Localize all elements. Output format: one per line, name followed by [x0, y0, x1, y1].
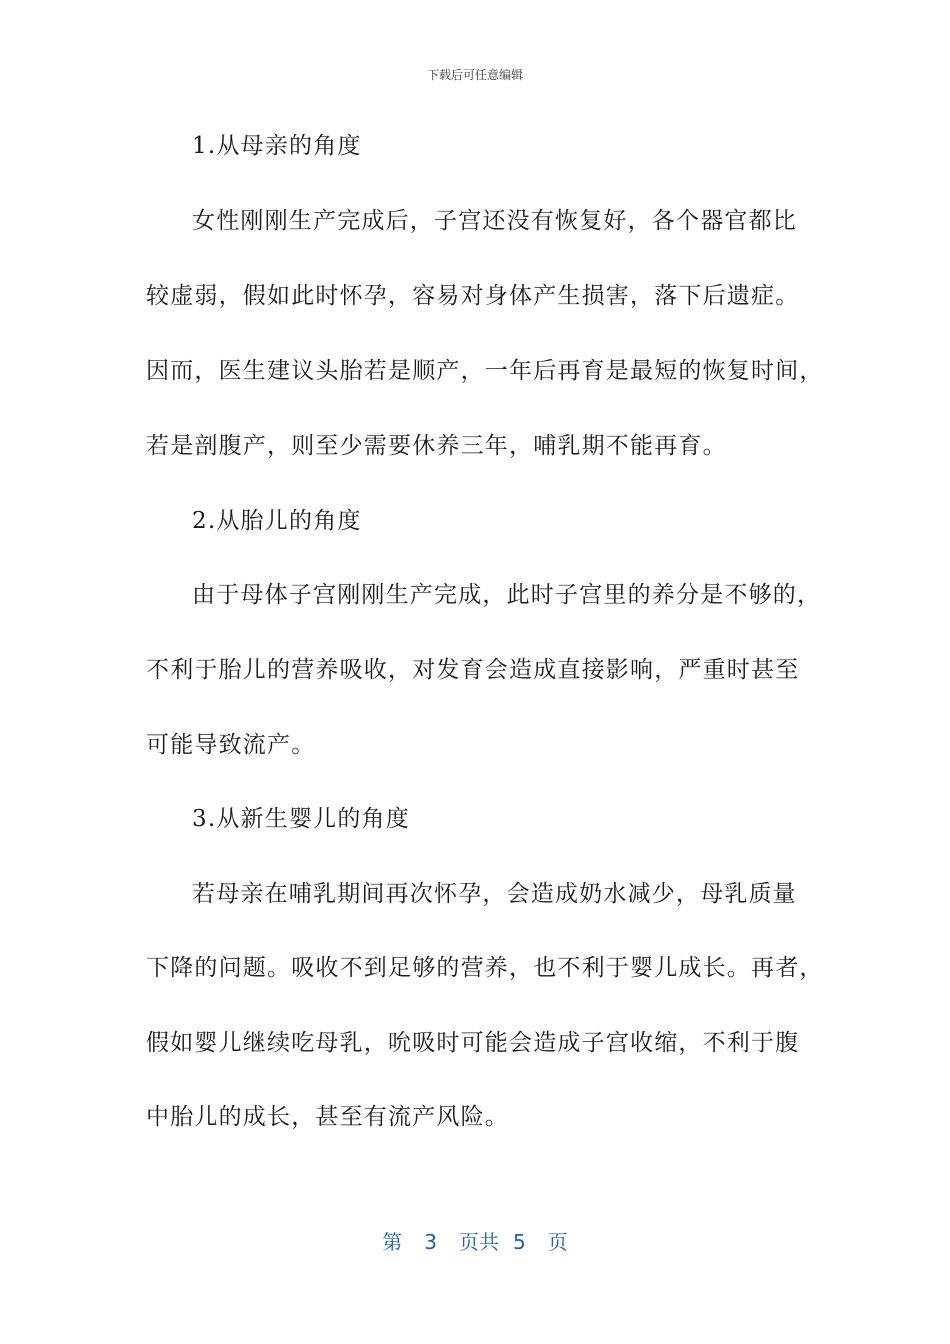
paragraph-line: 女性刚刚生产完成后，子宫还没有恢复好，各个器官都比	[192, 208, 797, 234]
section-heading-newborn: 3.从新生婴儿的角度	[192, 806, 410, 832]
footer-ye: 页	[547, 1230, 568, 1254]
paragraph-line: 若母亲在哺乳期间再次怀孕，会造成奶水减少，母乳质量	[192, 881, 797, 907]
page-header: 下载后可任意编辑	[426, 68, 523, 82]
total-pages-number: 5	[513, 1230, 526, 1254]
current-page-number: 3	[424, 1230, 437, 1254]
paragraph-line: 下降的问题。吸收不到足够的营养，也不利于婴儿成长。再者，	[146, 955, 824, 981]
footer-ye-gong: 页共	[459, 1230, 499, 1254]
paragraph-line: 中胎儿的成长，甚至有流产风险。	[146, 1104, 509, 1130]
paragraph-line: 较虚弱，假如此时怀孕，容易对身体产生损害，落下后遗症。	[146, 283, 800, 309]
paragraph-line: 不利于胎儿的营养吸收，对发育会造成直接影响，严重时甚至	[146, 657, 800, 683]
paragraph-line: 若是剖腹产，则至少需要休养三年，哺乳期不能再育。	[146, 433, 727, 459]
paragraph-line: 由于母体子宫刚刚生产完成，此时子宫里的养分是不够的，	[192, 582, 822, 608]
paragraph-line: 可能导致流产。	[146, 732, 316, 758]
footer-di: 第	[382, 1230, 403, 1254]
paragraph-line: 因而，医生建议头胎若是顺产，一年后再育是最短的恢复时间，	[146, 358, 824, 384]
section-heading-fetus: 2.从胎儿的角度	[192, 508, 362, 534]
page-footer	[0, 1226, 950, 1255]
paragraph-line: 假如婴儿继续吃母乳，吮吸时可能会造成子宫收缩，不利于腹	[146, 1030, 800, 1056]
section-heading-mother: 1.从母亲的角度	[192, 133, 362, 159]
